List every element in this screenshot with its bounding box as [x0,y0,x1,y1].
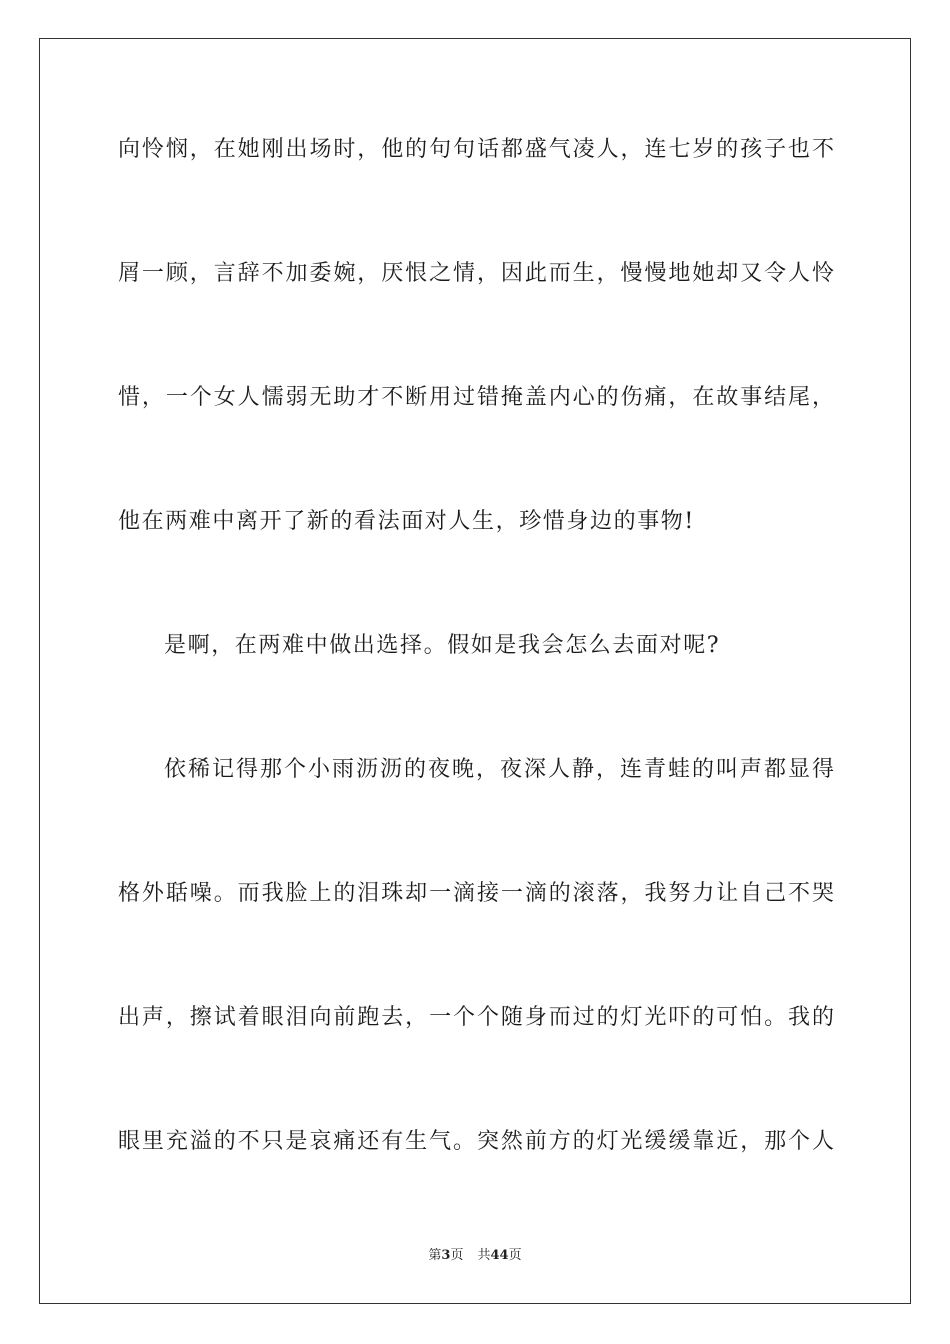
text-line-4: 他在两难中离开了新的看法面对人生，珍惜身边的事物! [118,509,695,534]
text-line-2: 屑一顾，言辞不加委婉，厌恨之情，因此而生，慢慢地她却又令人怜 [118,261,834,286]
text-line-1: 向怜悯，在她刚出场时，他的句句话都盛气凌人，连七岁的孩子也不 [118,137,834,162]
page-border [39,38,911,1304]
paragraph-start-1: 是啊，在两难中做出选择。假如是我会怎么去面对呢? [164,633,721,658]
page-prefix: 第 [428,1248,442,1263]
text-line-7: 格外聒噪。而我脸上的泪珠却一滴接一滴的滚落，我努力让自己不哭 [118,881,834,906]
text-line-8: 出声，擦试着眼泪向前跑去，一个个随身而过的灯光吓的可怕。我的 [118,1005,834,1030]
text-line-3: 惜，一个女人懦弱无助才不断用过错掩盖内心的伤痛，在故事结尾， [118,385,834,410]
total-pages: 44 [490,1248,509,1263]
total-prefix: 共 [477,1248,491,1263]
page-suffix: 页 [450,1248,464,1263]
total-suffix: 页 [508,1248,522,1263]
text-line-9: 眼里充溢的不只是哀痛还有生气。突然前方的灯光缓缓靠近，那个人 [118,1129,834,1154]
page-footer [0,1247,950,1265]
page-number: 3 [441,1248,451,1263]
paragraph-start-2: 依稀记得那个小雨沥沥的夜晚，夜深人静，连青蛙的叫声都显得 [164,757,834,782]
